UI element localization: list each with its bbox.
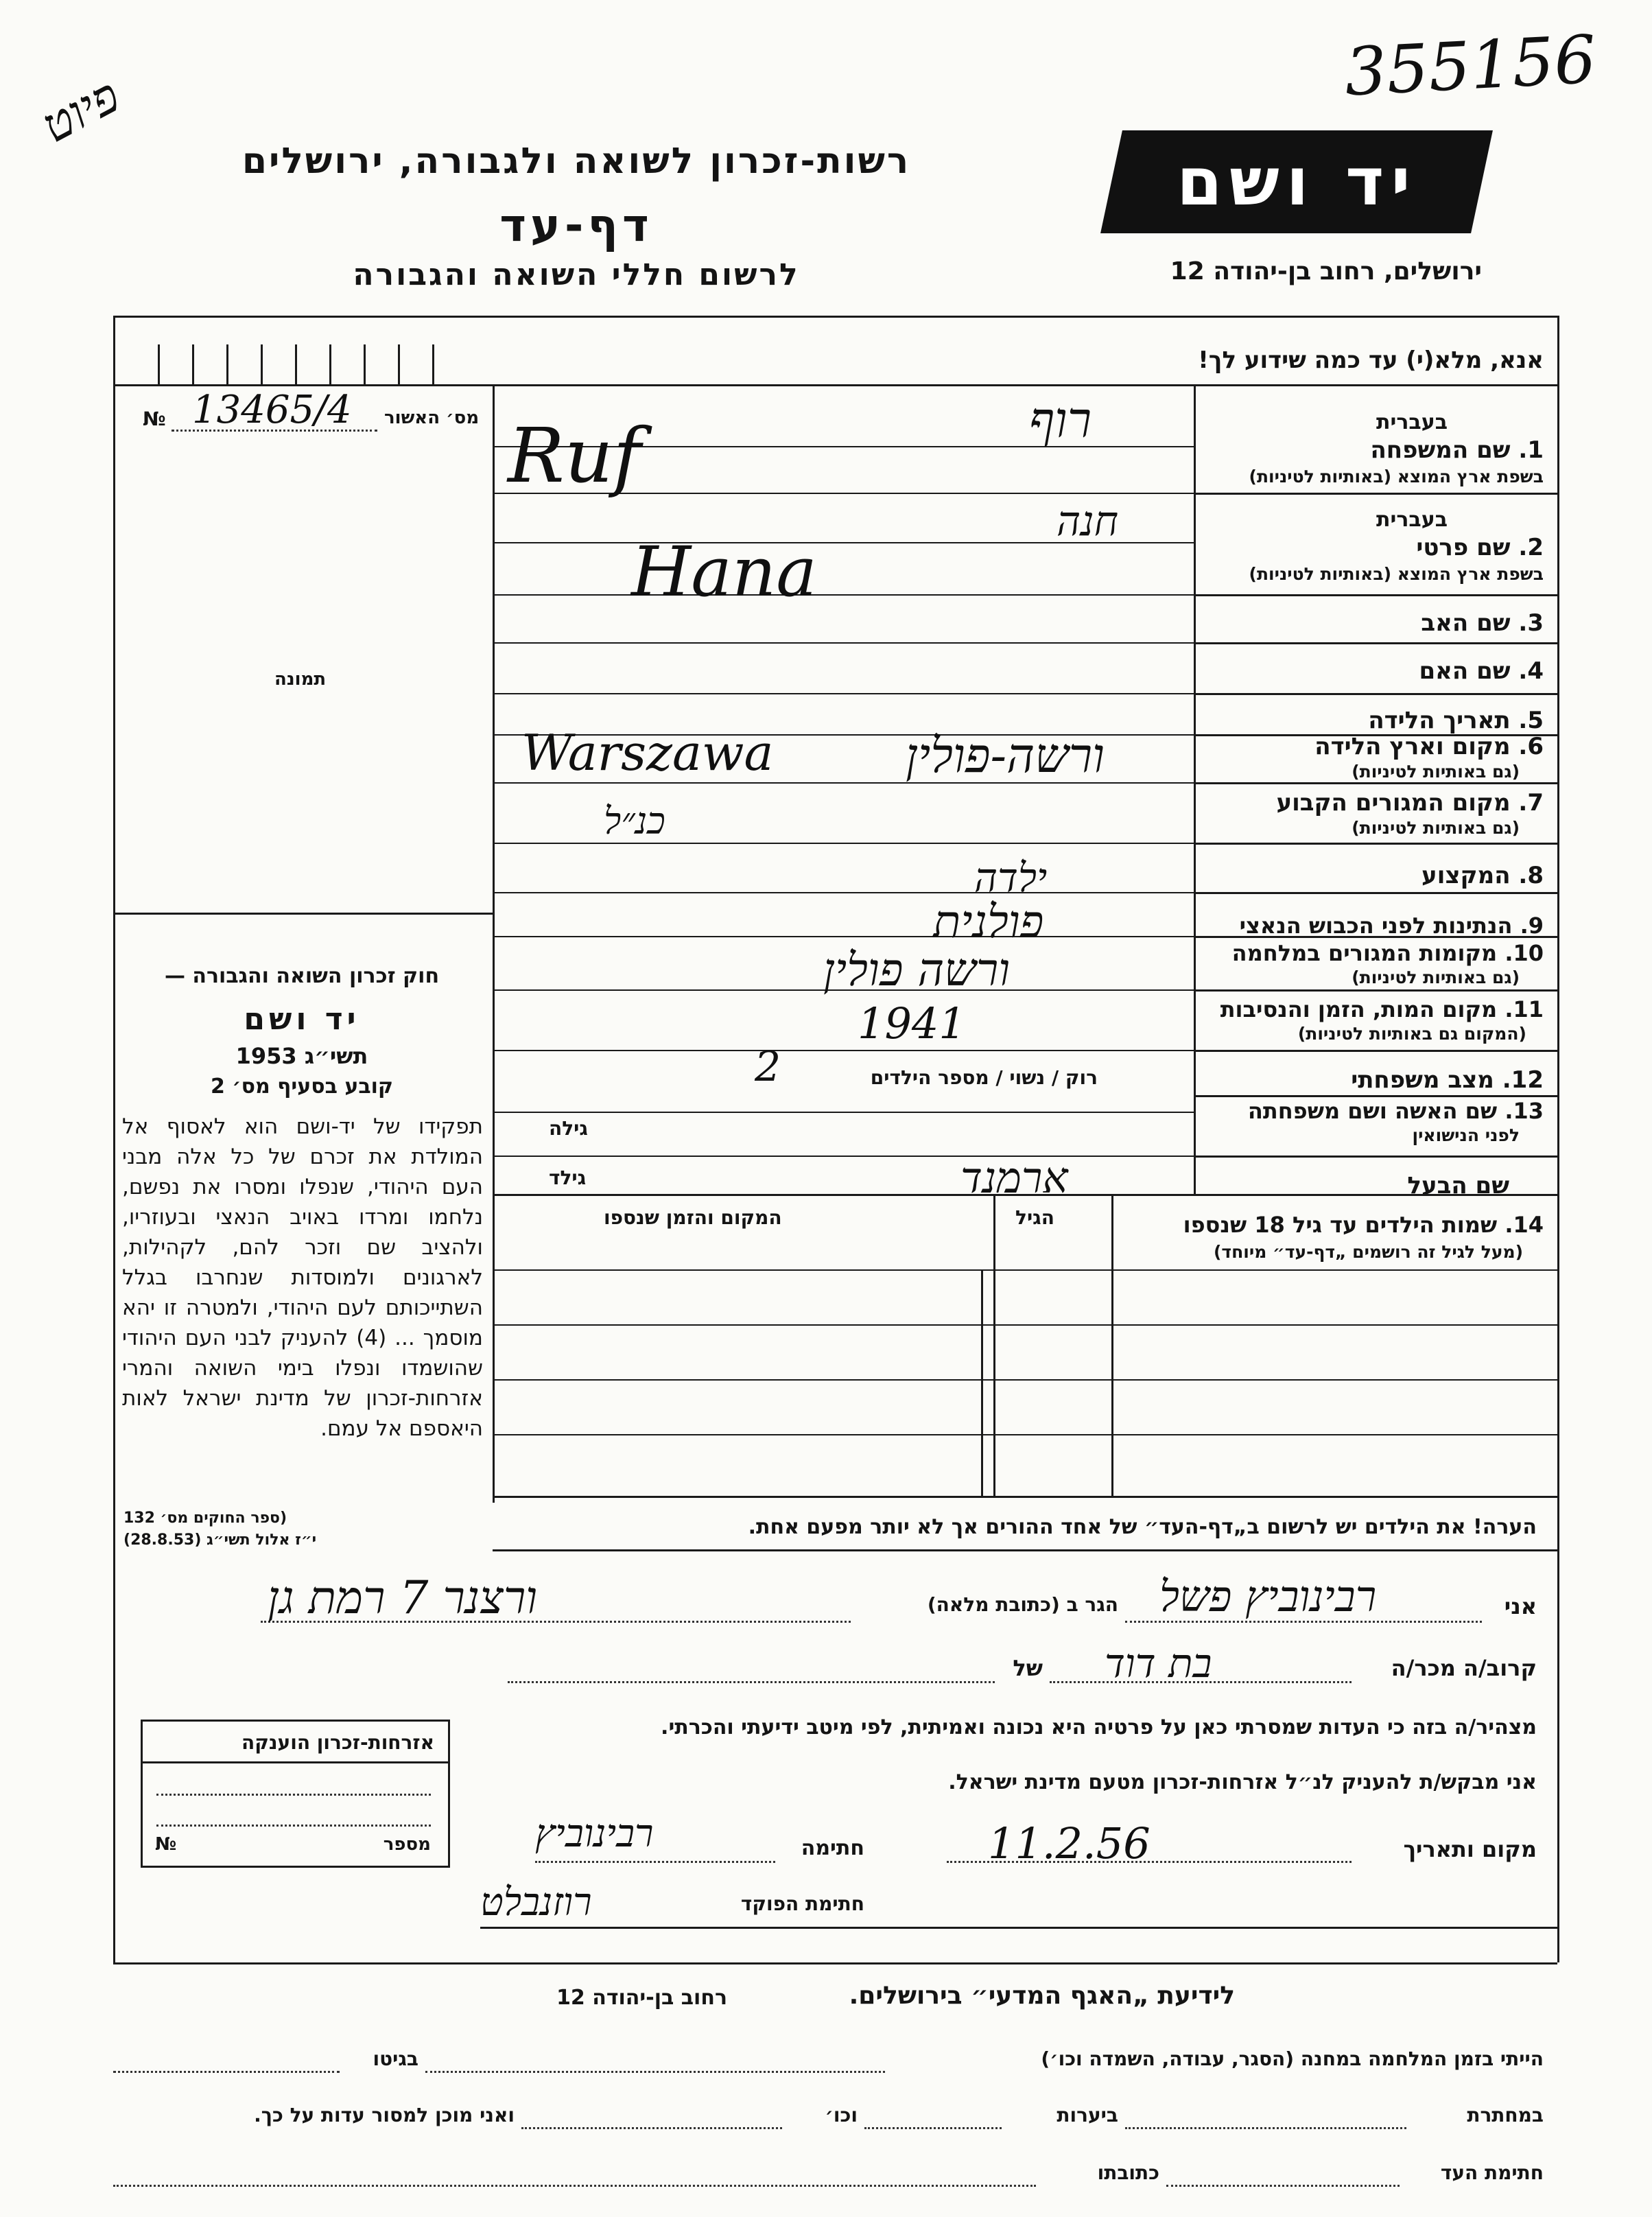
field-note-birthplace: (גם באותיות לטיניות)	[1352, 762, 1520, 782]
hebrew-tag-2: בעברית	[1376, 508, 1448, 532]
field-note-death: (המקום גם באותיות לטיניות)	[1297, 1024, 1526, 1044]
latin-note-1: בשפת ארץ המוצא (באותיות לטיניות)	[1249, 467, 1544, 486]
footer-line2-c: וכו׳	[825, 2104, 858, 2126]
hw-declarant-name: רבינוביץ פשל	[1159, 1571, 1377, 1621]
field-label-father: 3. שם האב	[1421, 609, 1544, 637]
footer-address: רחוב בן-יהודה 12	[556, 1986, 727, 2010]
hw-birthplace-lat: Warszawa	[521, 724, 774, 782]
field-label-residence: 7. מקום המגורים הקבוע	[1276, 789, 1544, 817]
stamp-number: 355156	[1343, 21, 1598, 111]
officer-label: חתימת הפוקד	[740, 1892, 864, 1915]
hw-first-lat: Hana	[631, 532, 817, 612]
boy-label: גילד	[549, 1166, 587, 1189]
col-age: הגיל	[1015, 1206, 1054, 1229]
org-name: רשות-זכרון לשואה ולגבורה, ירושלים	[241, 141, 911, 182]
remark: הערה! את הילדים יש לרשום ב„דף-העד״ של אחד ההורים אך לא יותר מפעם אחת.	[748, 1515, 1537, 1539]
declare-text: מצהיר/ה בזה כי העדות שמסרתי כאן על פרטיה היא נכונה ואמיתית, לפי מיטב ידיעתי והכרתי.	[661, 1715, 1537, 1739]
children-label: 14. שמות הילדים עד גיל 18 שנספו	[1183, 1212, 1544, 1238]
hw-wartime-place: ורשה פולין	[823, 943, 1011, 996]
footer-line2-b: ביערות	[1057, 2104, 1118, 2126]
field-label-surname: 1. שם המשפחה	[1370, 436, 1544, 464]
field-label-first-name: 2. שם פרטי	[1416, 534, 1544, 561]
hw-marital-mark: 2	[755, 1043, 781, 1091]
resident-label: הגר ב (כתובת מלאה)	[927, 1593, 1118, 1616]
footer-line1-a: הייתי בזמן המלחמה במחנה (הסגר, עבודה, השמדה וכו׳)	[1041, 2048, 1544, 2070]
yad-vashem-logo: יד ושם	[1100, 130, 1493, 233]
hw-surname-lat: Ruf	[508, 412, 641, 500]
field-label-marital: 12. מצב משפחתי	[1351, 1066, 1544, 1094]
footer-line3-a: חתימת העד	[1440, 2161, 1544, 2184]
citizenship-box-title: אזרחות-זכרון הוענקה	[241, 1731, 434, 1754]
hw-place-date: 11.2.56	[988, 1818, 1150, 1868]
citizenship-box-no-symbol: №	[155, 1834, 177, 1855]
field-label-birthplace: 6. מקום וארץ הלידה	[1314, 733, 1544, 760]
field-label-birthdate: 5. תאריך הלידה	[1368, 707, 1544, 734]
footer-line3-b: כתובתו	[1097, 2161, 1159, 2184]
footer-line1-b: בגיטו	[373, 2048, 418, 2070]
husband-label: שם הבעל	[1407, 1172, 1509, 1199]
hw-declarant-address: ורצנר 7 רמת גן	[268, 1571, 538, 1624]
hw-officer-signature: רוזנבלט	[480, 1880, 592, 1925]
hw-residence: כנ״ל	[604, 799, 665, 843]
field-label-mother: 4. שם האם	[1419, 657, 1544, 685]
form-intro: אנא, מלא(י) עד כמה שידוע לך!	[1198, 347, 1544, 374]
hw-husband: ארמנד	[960, 1153, 1068, 1203]
law-source: (ספר החוקים מס׳ 132	[123, 1510, 287, 1527]
field-note-wife-name: לפני הנישואין	[1412, 1125, 1520, 1145]
footer-title: לידיעת „האגף המדעי״ בירושלים.	[849, 1982, 1235, 2010]
hw-signature: רבינוביץ	[535, 1811, 654, 1856]
field-label-death: 11. מקום המות, הזמן והנסיבות	[1220, 996, 1544, 1022]
field-label-citizenship: 9. הנתינות לפני הכבוש הנאצי	[1239, 913, 1544, 939]
of-label: של	[1013, 1655, 1043, 1681]
relative-label: קרוב/ה מכר/ה	[1391, 1655, 1537, 1681]
page-title: דף-עד	[499, 199, 653, 252]
registry-number: 13465/4	[192, 388, 352, 432]
field-note-residence: (גם באותיות לטיניות)	[1352, 818, 1520, 838]
children-note: (מעל לגיל זה רושמים „דף-עד״ מיוחד)	[1213, 1242, 1523, 1262]
field-label-wartime-places: 10. מקומות המגורים במלחמה	[1231, 940, 1544, 966]
field-label-profession: 8. המקצוע	[1421, 862, 1544, 889]
hw-first-heb: חנה	[1057, 497, 1119, 546]
law-date: י״ז אלול תשי״ג (28.8.53)	[123, 1532, 317, 1549]
hw-birthplace-heb: ורשה-פולין	[906, 727, 1105, 784]
hebrew-tag-1: בעברית	[1376, 410, 1448, 434]
field-label-wife-name: 13. שם האשה ושם משפחתה	[1247, 1098, 1544, 1124]
law-name: יד ושם	[244, 1002, 360, 1037]
hw-death: 1941	[858, 998, 966, 1048]
law-title: חוק זכרון השואה והגבורה —	[164, 964, 440, 988]
declarant-prefix: אני	[1504, 1593, 1537, 1619]
registry-label: מס׳ האשור	[384, 408, 480, 428]
hw-citizenship: פולנית	[933, 895, 1044, 948]
hw-surname-heb: רוף	[1029, 391, 1092, 449]
footer-line2-d: ואני מוכן למסור עדות על כך.	[254, 2104, 515, 2126]
citizenship-box	[141, 1720, 450, 1868]
marital-options: רוק / נשוי / מספר הילדים	[870, 1066, 1098, 1089]
registry-no-symbol: №	[143, 408, 166, 430]
hw-profession: ילדה	[974, 854, 1048, 901]
law-clause: קובע בסעיף מס׳ 2	[210, 1075, 394, 1099]
photo-label: תמונה	[274, 669, 327, 690]
field-note-wartime-places: (גם באותיות לטיניות)	[1352, 967, 1520, 987]
col-place-time: המקום והזמן שנספו	[604, 1206, 782, 1229]
girl-label: גילה	[549, 1117, 588, 1140]
margin-note: פיוט	[32, 67, 129, 154]
citizenship-box-number: מספר	[383, 1834, 431, 1855]
law-text: תפקידו של יד-ושם הוא לאסוף אל המולדת את זכרם של כל אלה מבני העם היהודי, שנפלו ומסרו את נפשם, נלחמו ומרדו באויב הנאצי ובעוזריו, ולהציב שם וזכר להם, לקהילות, לארגונים ולמוסדות שנחרבו בגלל השתייכותם לעם היהודי, ולמטרה זו יהא מוסמך ... (4) להעניק לבני העם היהודי שהושמדו ונפלו בימי השואה והמרי אזרחות-זכרון של מדינת ישראל לאות היאספם אל עמם.	[122, 1114, 483, 1441]
signature-label: חתימה	[801, 1836, 864, 1860]
request-text: אני מבקש/ת להעניק לנ״ל אזרחות-זכרון מטעם מדינת ישראל.	[948, 1770, 1537, 1794]
page-subtitle: לרשום חללי השואה והגבורה	[353, 257, 800, 292]
place-date-label: מקום ותאריך	[1403, 1836, 1537, 1862]
footer-line2-a: במחתרת	[1467, 2104, 1544, 2126]
header-address: ירושלים, רחוב בן-יהודה 12	[1170, 257, 1482, 285]
latin-note-2: בשפת ארץ המוצא (באותיות לטיניות)	[1249, 564, 1544, 584]
hw-relation: בת דוד	[1105, 1640, 1212, 1687]
law-year: תשי״ג 1953	[235, 1043, 368, 1069]
